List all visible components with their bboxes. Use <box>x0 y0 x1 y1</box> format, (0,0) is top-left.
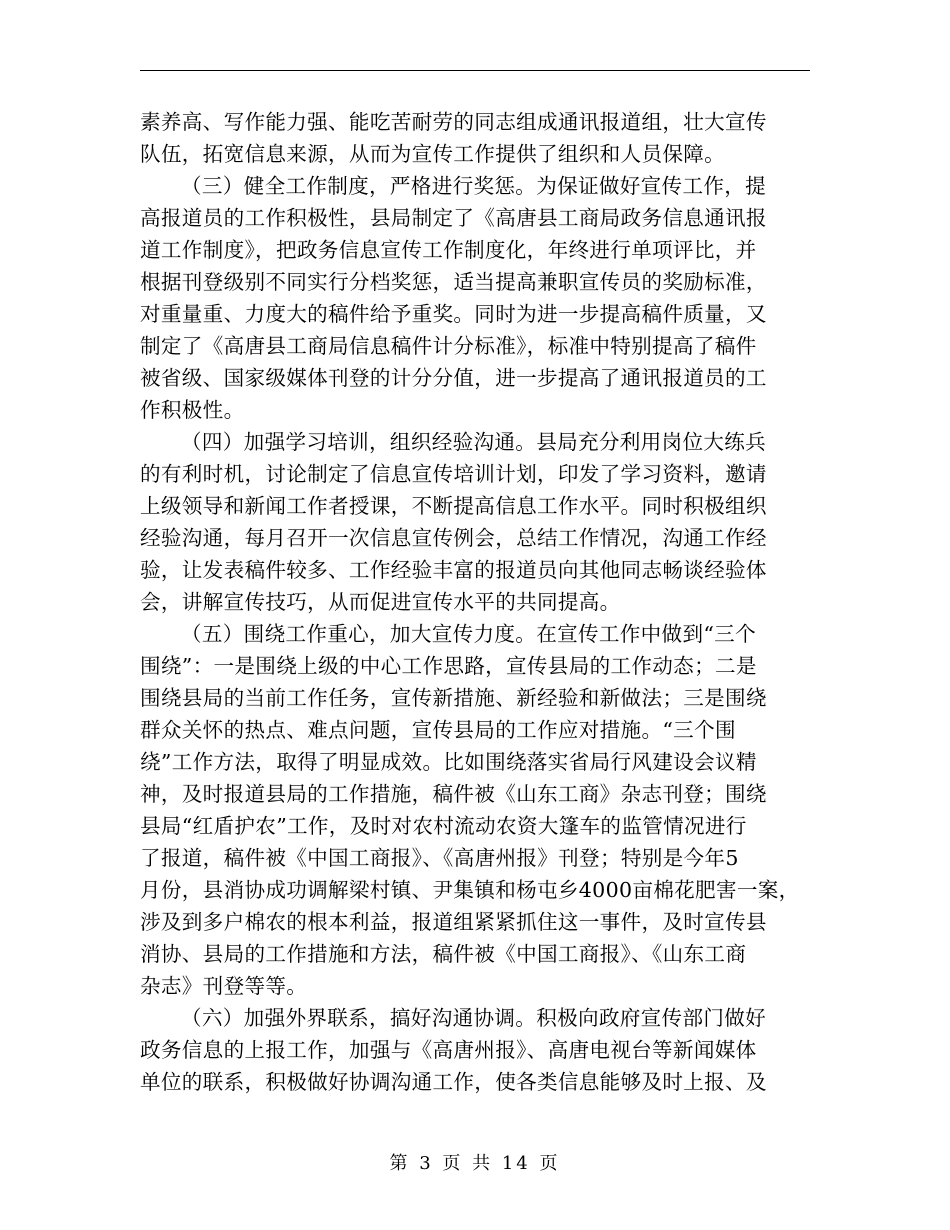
text-line: （五）围绕工作重心，加大宣传力度。在宣传工作中做到“三个 <box>181 622 756 646</box>
document-body <box>140 106 810 1098</box>
text-line: 上级领导和新闻工作者授课，不断提高信息工作水平。同时积极组织 <box>140 494 767 518</box>
text-line: 月份，县消协成功调解梁村镇、尹集镇和杨屯乡4000亩棉花肥害一案， <box>140 878 800 902</box>
text-line: （三）健全工作制度，严格进行奖惩。为保证做好宣传工作，提 <box>181 174 767 198</box>
text-line: 了报道，稿件被《中国工商报》、《高唐州报》刊登；特别是今年5 <box>140 846 739 870</box>
text-line: 制定了《高唐县工商局信息稿件计分标准》，标准中特别提高了稿件 <box>140 334 757 358</box>
text-line: 根据刊登级别不同实行分档奖惩，适当提高兼职宣传员的奖励标准， <box>140 270 767 294</box>
text-line: 的有利时机，讨论制定了信息宣传培训计划，印发了学习资料，邀请 <box>140 462 767 486</box>
text-line: （四）加强学习培训，组织经验沟通。县局充分利用岗位大练兵 <box>181 430 767 454</box>
text-line: 围绕”：一是围绕上级的中心工作思路，宣传县局的工作动态；二是 <box>140 654 757 678</box>
text-line: 经验沟通，每月召开一次信息宣传例会，总结工作情况，沟通工作经 <box>140 526 767 550</box>
paragraph <box>140 1002 810 1098</box>
text-line: 杂志》刊登等等。 <box>140 974 308 998</box>
text-line: 道工作制度》，把政务信息宣传工作制度化，年终进行单项评比，并 <box>140 238 757 262</box>
text-line: 神，及时报道县局的工作措施，稿件被《山东工商》杂志刊登；围绕 <box>140 782 767 806</box>
text-line: 会，讲解宣传技巧，从而促进宣传水平的共同提高。 <box>140 590 621 614</box>
text-line: 政务信息的上报工作，加强与《高唐州报》、高唐电视台等新闻媒体 <box>140 1038 757 1062</box>
text-line: 作积极性。 <box>140 398 245 422</box>
text-line: 对重量重、力度大的稿件给予重奖。同时为进一步提高稿件质量，又 <box>140 302 767 326</box>
text-line: 群众关怀的热点、难点问题，宣传县局的工作应对措施。“三个围 <box>140 718 736 742</box>
page-footer <box>0 1152 950 1176</box>
paragraph <box>140 170 810 426</box>
text-line: 围绕县局的当前工作任务，宣传新措施、新经验和新做法；三是围绕 <box>140 686 767 710</box>
text-line: 被省级、国家级媒体刊登的计分分值，进一步提高了通讯报道员的工 <box>140 366 767 390</box>
text-line: 消协、县局的工作措施和方法，稿件被《中国工商报》、《山东工商 <box>140 942 747 966</box>
text-line: 高报道员的工作积极性，县局制定了《高唐县工商局政务信息通讯报 <box>140 206 767 230</box>
text-line: 县局“红盾护农”工作，及时对农村流动农资大篷车的监管情况进行 <box>140 814 747 838</box>
text-line: 素养高、写作能力强、能吃苦耐劳的同志组成通讯报道组，壮大宣传 <box>140 110 767 134</box>
text-line: 队伍，拓宽信息来源，从而为宣传工作提供了组织和人员保障。 <box>140 142 726 166</box>
text-line: 单位的联系，积极做好协调沟通工作，使各类信息能够及时上报、及 <box>140 1070 767 1094</box>
paragraph <box>140 426 810 618</box>
paragraph <box>140 618 810 1002</box>
header-rule <box>140 70 810 71</box>
text-line: （六）加强外界联系，搞好沟通协调。积极向政府宣传部门做好 <box>181 1006 767 1030</box>
page-number-label: 第 3 页 共 14 页 <box>389 1153 561 1174</box>
text-line: 涉及到多户棉农的根本利益，报道组紧紧抓住这一事件，及时宣传县 <box>140 910 767 934</box>
text-line: 绕”工作方法，取得了明显成效。比如围绕落实省局行风建设会议精 <box>140 750 757 774</box>
paragraph <box>140 106 810 170</box>
text-line: 验，让发表稿件较多、工作经验丰富的报道员向其他同志畅谈经验体 <box>140 558 767 582</box>
